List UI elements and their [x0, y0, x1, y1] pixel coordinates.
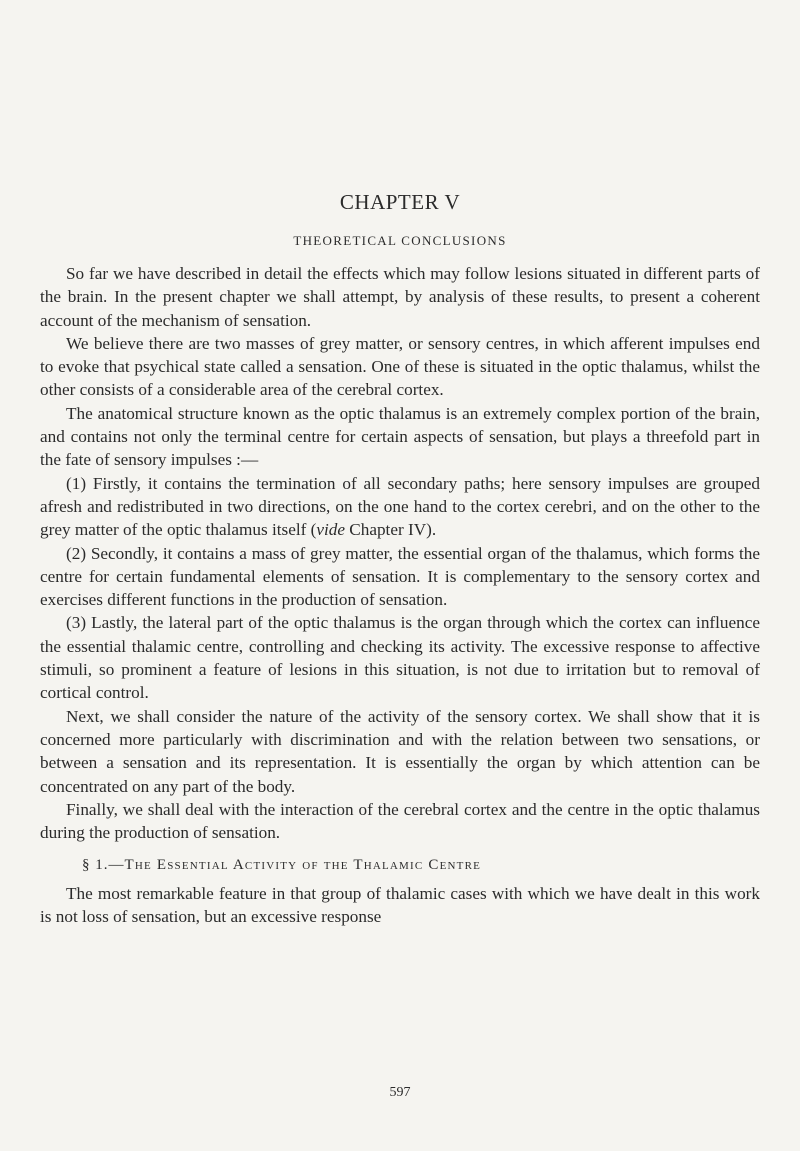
- paragraph: We believe there are two masses of grey matter, or sensory centres, in which afferent impulses end to evoke that psychical state called a sensation. One of these is situated in the optic thalamus, whilst the other consists of a considerable area of the cerebral cortex.: [40, 333, 760, 400]
- paragraph: (1) Firstly, it contains the termination of all secondary paths; here sensory impulses are grouped afresh and redistributed in two directions, on the one hand to the cortex cerebri, and on the other to the grey matter of the optic thalamus itself (vide Chapter IV).: [40, 473, 760, 540]
- chapter-title: CHAPTER V: [339, 190, 461, 214]
- paragraph: Next, we shall consider the nature of the activity of the sensory cortex. We shall show that it is concerned more particularly with discrimination and with the relation between two sensations, or between a sensation and its representation. It is essentially the organ by which attention can be concentrated on any part of the body.: [40, 706, 760, 796]
- paragraph: Finally, we shall deal with the interaction of the cerebral cortex and the centre in the optic thalamus during the production of sensation.: [40, 799, 760, 843]
- paragraph: The most remarkable feature in that group of thalamic cases with which we have dealt in this work is not loss of sensation, but an excessive response: [40, 883, 760, 927]
- body-text: [40, 262, 760, 928]
- section-number: § 1.—: [82, 857, 125, 874]
- paragraph: So far we have described in detail the effects which may follow lesions situated in different parts of the brain. In the present chapter we shall attempt, by analysis of these results, to present a coherent account of the mechanism of sensation.: [40, 264, 760, 330]
- page-number: 597: [389, 1085, 411, 1100]
- section-title: The Essential Activity of the Thalamic Centre: [124, 857, 482, 874]
- chapter-subtitle: THEORETICAL CONCLUSIONS: [293, 233, 507, 248]
- section-heading: [40, 854, 760, 877]
- paragraph: (2) Secondly, it contains a mass of grey matter, the essential organ of the thalamus, which forms the centre for certain fundamental elements of sensation. It is complementary to the sensory cortex and exercises different functions in the production of sensation.: [40, 543, 760, 610]
- paragraph: The anatomical structure known as the optic thalamus is an extremely complex portion of the brain, and contains not only the terminal centre for certain aspects of sensation, but plays a threefold part in the fate of sensory impulses :—: [40, 403, 760, 470]
- paragraph: (3) Lastly, the lateral part of the optic thalamus is the organ through which the cortex can influence the essential thalamic centre, controlling and checking its activity. The excessive response to affective stimuli, so prominent a feature of lesions in this situation, is not due to irritation but to removal of cortical control.: [40, 613, 760, 703]
